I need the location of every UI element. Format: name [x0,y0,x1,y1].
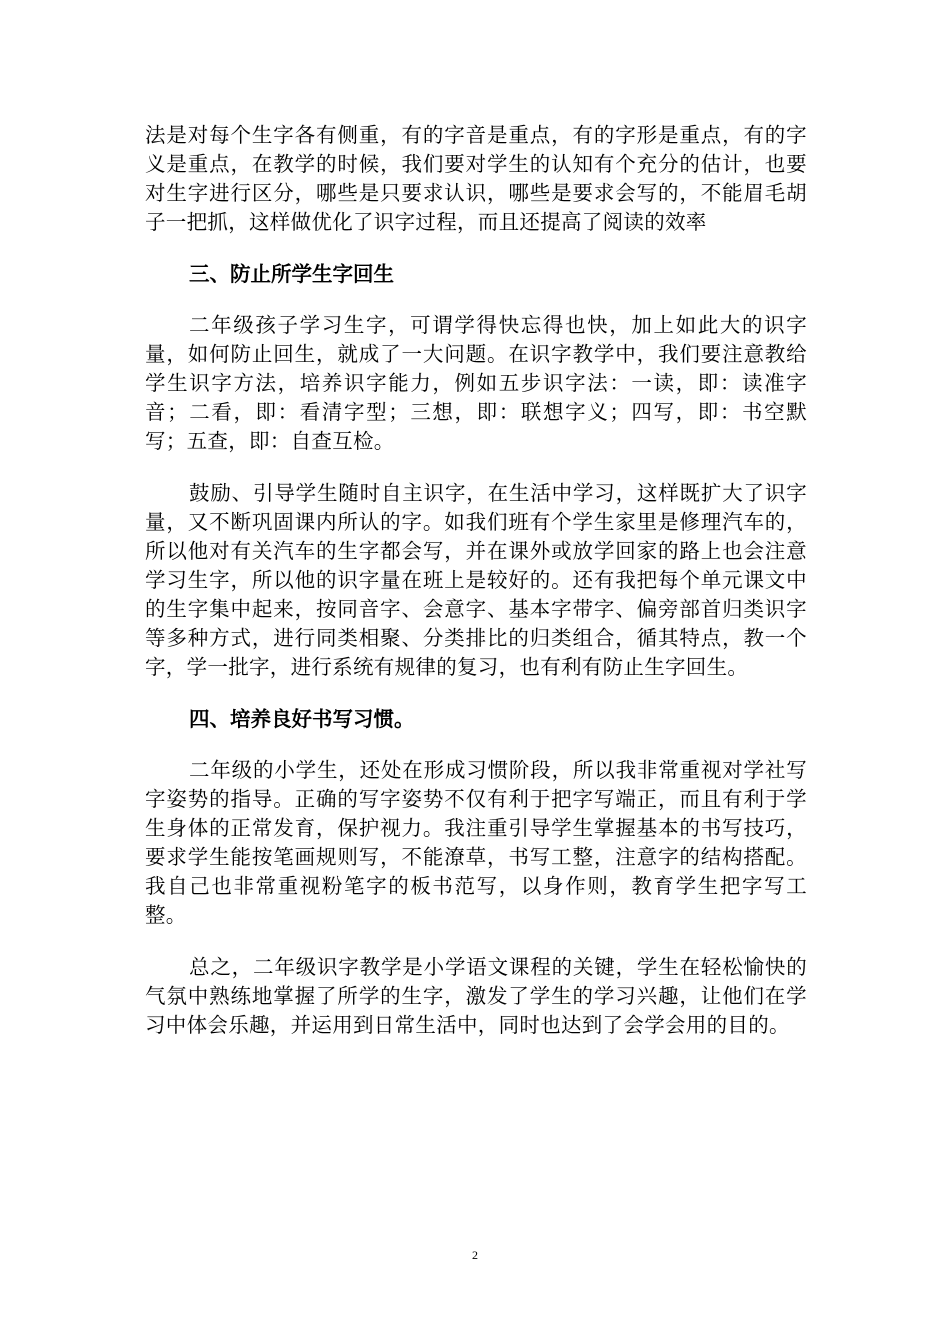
paragraph-spacer [145,682,807,705]
paragraph-spacer [145,734,807,756]
paragraph-conclusion: 总之，二年级识字教学是小学语文课程的关键，学生在轻松愉快的气氛中熟练地掌握了所学的生字，激发了学生的学习兴趣，让他们在学习中体会乐趣，并运用到日常生活中，同时也达到了会学会用的目的。 [145,955,807,1037]
paragraph-spacer [145,237,807,260]
paragraph-spacer [145,289,807,311]
paragraph-writing-habits: 二年级的小学生，还处在形成习惯阶段，所以我非常重视对学社写字姿势的指导。正确的写字姿势不仅有利于把字写端正，而且有利于学生身体的正常发育，保护视力。我注重引导学生掌握基本的书写技巧，要求学生能按笔画规则写，不能潦草，书写工整，注意字的结构搭配。我自己也非常重视粉笔字的板书范写，以身作则，教育学生把字写工整。 [145,758,807,927]
section-heading-3: 三、防止所学生字回生 [189,262,394,286]
paragraph-spacer [145,456,807,479]
paragraph-continued: 法是对每个生字各有侧重，有的字音是重点，有的字形是重点，有的字义是重点，在教学的时候，我们要对学生的认知有个充分的估计，也要对生字进行区分，哪些是只要求认识，哪些是要求会写的，不能眉毛胡子一把抓，这样做优化了识字过程，而且还提高了阅读的效率 [145,123,807,234]
paragraph-spacer [145,930,807,953]
paragraph-prevent-forgetting: 二年级孩子学习生字，可谓学得快忘得也快，加上如此大的识字量，如何防止回生，就成了一大问题。在识字教学中，我们要注意教给学生识字方法，培养识字能力，例如五步识字法：一读，即：读准字音；二看，即：看清字型；三想，即：联想字义；四写，即：书空默写；五查，即：自查互检。 [145,313,807,453]
document-body [145,121,807,1040]
page-number: 2 [472,1248,478,1262]
paragraph-self-learning: 鼓励、引导学生随时自主识字，在生活中学习，这样既扩大了识字量，又不断巩固课内所认的字。如我们班有个学生家里是修理汽车的，所以他对有关汽车的生字都会写，并在课外或放学回家的路上也会注意学习生字，所以他的识字量在班上是较好的。还有我把每个单元课文中的生字集中起来，按同音字、会意字、基本字带字、偏旁部首归类识字等多种方式，进行同类相聚、分类排比的归类组合，循其特点，教一个字，学一批字，进行系统有规律的复习，也有利有防止生字回生。 [145,481,807,679]
section-heading-4: 四、培养良好书写习惯。 [189,707,415,731]
